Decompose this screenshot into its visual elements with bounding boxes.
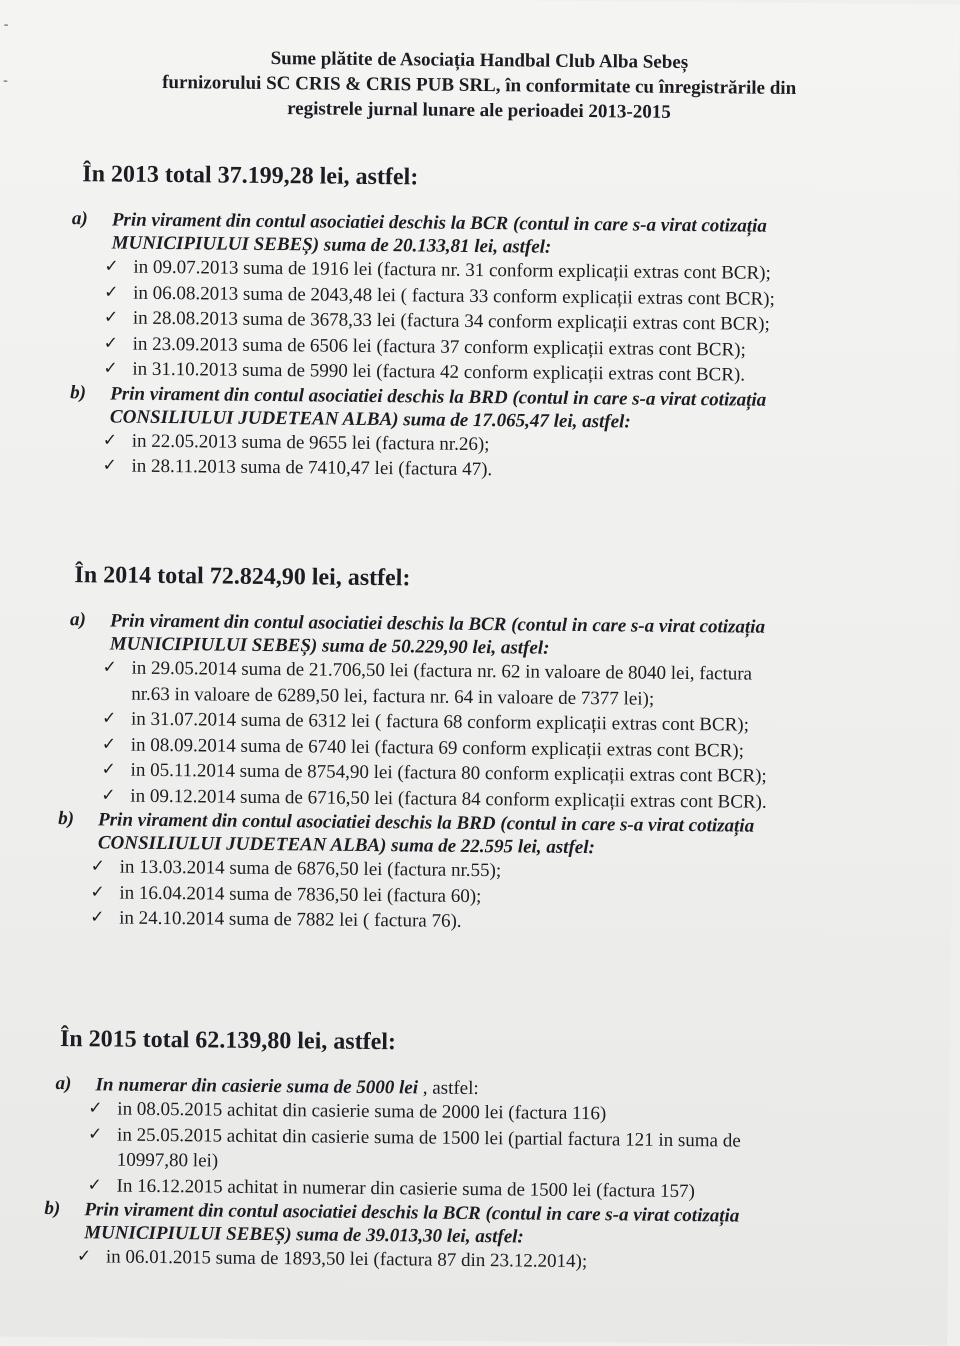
year-heading: În 2015 total 62.139,80 lei, astfel: [59,1026,397,1056]
checkmark-icon: ✓ [101,759,116,780]
list-item-text: in 31.07.2014 suma de 6312 lei ( factura 68 conform explicații extras cont BCR); [130,708,750,736]
subsection-title [98,808,882,862]
checkmark-icon: ✓ [103,332,119,354]
subsection-a [68,609,884,816]
checkmark-icon: ✓ [103,307,119,328]
checkmark-icon: ✓ [76,1246,92,1267]
subsection-title-line: Prin virament din contul asociatiei deschis la BRD (contul in care s-a virat cotizația [98,809,755,837]
subsection-a [54,1073,879,1206]
section-2015 [44,1026,880,1277]
list-item-text: in 09.07.2013 suma de 1916 lei (factura nr. 31 conform explicații extras cont BCR); [133,256,771,284]
list-item-text: nr.63 in valoare de 6289,50 lei, factura nr. 64 in valoare de 7377 lei); [131,683,655,710]
subsection-title [112,208,888,261]
subsection-a [70,208,888,389]
checkmark-icon: ✓ [102,455,117,476]
subsection-b [44,1198,879,1278]
list-item-text: in 13.03.2014 suma de 6876,50 lei (factura nr.55); [119,856,502,882]
subsection-title-line: Prin virament din contul asociatiei deschis la BCR (contul in care s-a virat cotizația [84,1199,740,1227]
subsection-title [110,382,886,435]
margin-mark: - [3,73,8,89]
list-item-text: in 23.09.2013 suma de 6506 lei (factura 37 conform explicații extras cont BCR); [132,333,746,361]
list-item-text: in 06.01.2015 suma de 1893,50 lei (factura 87 din 23.12.2014); [105,1246,588,1273]
subsection-letter: a) [55,1072,72,1095]
list-item-text: In 16.12.2015 achitat in numerar din casierie suma de 1500 lei (factura 157) [116,1175,695,1202]
checkmark-icon: ✓ [90,856,106,877]
section-2013 [70,161,888,486]
subsection-title-line: MUNICIPIULUI SEBEȘ) suma de 20.133,81 lei, astfel: [111,232,552,258]
list-item-text: in 24.10.2014 suma de 7882 lei ( factura 76). [119,907,462,932]
checkmark-icon: ✓ [88,1098,103,1119]
list-item-text: in 09.12.2014 suma de 6716,50 lei (factura 84 conform explicații extras cont BCR). [130,785,767,813]
payment-list [69,428,885,487]
list-item-text: in 31.10.2013 suma de 5990 lei (factura 42 conform explicații extras cont BCR). [132,358,746,386]
checkmark-icon: ✓ [103,358,118,379]
list-item-text: in 08.09.2014 suma de 6740 lei (factura 69 conform explicații extras cont BCR); [130,734,745,762]
checkmark-icon: ✓ [101,733,117,755]
subsection-title-line: MUNICIPIULUI SEBEȘ) suma de 39.013,30 lei, astfel: [84,1222,524,1248]
subsection-title-line: Prin virament din contul asociatiei deschis la BCR (contul in care s-a virat cotizația [109,610,766,638]
year-heading: În 2013 total 37.199,28 lei, astfel: [82,161,419,191]
title-line-2: furnizorului SC CRIS & CRIS PUB SRL, în conformitate cu înregistrările din [162,71,797,100]
section-2014 [58,562,884,938]
subsection-title-line: CONSILIULUI JUDETEAN ALBA) suma de 17.065,47 lei, astfel: [109,405,631,432]
checkmark-icon: ✓ [101,784,116,806]
year-heading: În 2014 total 72.824,90 lei, astfel: [74,562,411,592]
checkmark-icon: ✓ [104,256,119,277]
list-item-text: in 08.05.2015 achitat din casierie suma de 2000 lei (factura 116) [117,1098,607,1125]
title-line-3: registrele jurnal lunare ale perioadei 2013-2015 [287,98,671,123]
list-item-text: in 28.08.2013 suma de 3678,33 lei (factura 34 conform explicații extras cont BCR); [132,307,770,335]
checkmark-icon: ✓ [102,429,118,451]
subsection-letter: a) [69,609,86,631]
list-item-text: in 22.05.2013 suma de 9655 lei (factura nr.26); [131,430,490,455]
list-item-text: in 05.11.2014 suma de 8754,90 lei (factura 80 conform explicații extras cont BCR); [130,759,767,787]
subsection-letter: b) [58,807,75,830]
list-item-text: 10997,80 lei) [116,1149,219,1172]
checkmark-icon: ✓ [101,708,117,729]
subsection-letter: a) [71,208,88,230]
subsection-letter: b) [44,1197,61,1220]
document-title [0,43,960,127]
subsection-b [69,382,886,487]
subsection-letter: b) [70,381,87,403]
subsection-title [84,1198,878,1252]
list-item-text: in 06.08.2013 suma de 2043,48 lei ( factura 33 conform explicații extras cont BCR); [133,282,775,310]
subsection-title-text: In numerar din casierie suma de 5000 lei [95,1074,419,1099]
checkmark-icon: ✓ [90,881,105,902]
payment-list [68,655,883,816]
list-item-text: in 28.11.2013 suma de 7410,47 lei (factura 47). [131,455,493,481]
checkmark-icon: ✓ [88,1123,103,1144]
subsection-title-line: MUNICIPIULUI SEBEȘ) suma de 50.229,90 lei, astfel: [109,633,550,659]
checkmark-icon: ✓ [104,281,119,303]
payment-list [57,854,882,938]
subsection-title-line: Prin virament din contul asociatiei deschis la BRD (contul in care s-a virat cotizația [110,382,767,411]
title-line-1: Sume plătite de Asociația Handbal Club Alba Sebeș [270,47,689,74]
subsection-title-line: CONSILIULUI JUDETEAN ALBA) suma de 22.595 lei, astfel: [97,832,595,859]
subsection-title-line: Prin virament din contul asociatiei deschis la BCR (contul in care s-a virat cotizația [111,209,767,237]
payment-list [70,254,887,389]
list-item-text: in 29.05.2014 suma de 21.706,50 lei (factura nr. 62 in valoare de 8040 lei, factura [131,657,753,685]
list-item-text: in 16.04.2014 suma de 7836,50 lei (factura 60); [119,882,482,907]
margin-mark: - [3,17,9,33]
subsection-title-tail: , astfel: [417,1077,479,1100]
checkmark-icon: ✓ [102,657,117,678]
subsection-title [110,609,884,662]
payment-list [54,1096,879,1206]
checkmark-icon: ✓ [87,1174,102,1195]
subsection-b [57,808,882,938]
checkmark-icon: ✓ [90,907,105,928]
list-item-text: in 25.05.2015 achitat din casierie suma de 1500 lei (partial factura 121 in suma de [116,1124,741,1152]
